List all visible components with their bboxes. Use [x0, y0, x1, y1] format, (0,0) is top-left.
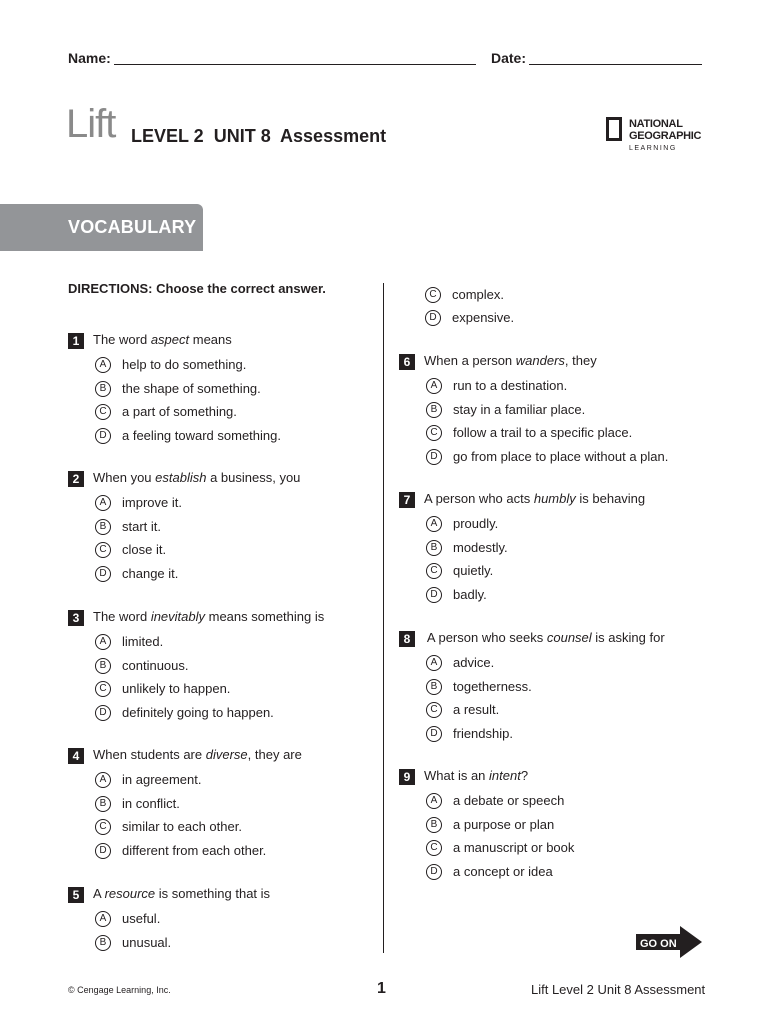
- question-number: 3: [68, 610, 84, 626]
- option-letter-bubble[interactable]: B: [95, 658, 111, 674]
- stem-keyword: intent: [489, 768, 521, 783]
- option-letter-bubble[interactable]: B: [95, 519, 111, 535]
- publisher-line-3: LEARNING: [629, 145, 677, 152]
- option-letter-bubble[interactable]: B: [95, 935, 111, 951]
- option-text: a debate or speech: [453, 793, 565, 808]
- option-text: change it.: [122, 566, 179, 581]
- option-text: friendship.: [453, 726, 513, 741]
- option-letter-bubble[interactable]: B: [426, 540, 442, 556]
- stem-text: A: [93, 886, 105, 901]
- option-letter-bubble[interactable]: A: [426, 793, 442, 809]
- date-field-line[interactable]: [529, 64, 702, 65]
- question-stem: [93, 470, 300, 485]
- option-text: definitely going to happen.: [122, 705, 274, 720]
- stem-keyword: establish: [155, 470, 207, 485]
- option-letter-bubble[interactable]: D: [95, 566, 111, 582]
- stem-text: When students are: [93, 747, 206, 762]
- option-text: complex.: [452, 287, 505, 302]
- date-label: Date:: [491, 50, 527, 66]
- question-number: 6: [399, 354, 415, 370]
- copyright: © Cengage Learning, Inc.: [68, 985, 171, 995]
- arrow-right-icon: [636, 926, 702, 958]
- option-letter-bubble[interactable]: D: [95, 428, 111, 444]
- option-text: a result.: [453, 702, 500, 717]
- option-letter-bubble[interactable]: A: [95, 495, 111, 511]
- option-letter-bubble[interactable]: C: [95, 819, 111, 835]
- publisher-line-1: NATIONAL: [629, 118, 683, 130]
- question-stem: [424, 491, 645, 506]
- name-field-line[interactable]: [114, 64, 476, 65]
- stem-keyword: resource: [104, 886, 156, 901]
- option-letter-bubble[interactable]: D: [95, 705, 111, 721]
- stem-keyword: aspect: [150, 332, 190, 347]
- option-text: unusual.: [122, 935, 172, 950]
- option-letter-bubble[interactable]: D: [426, 864, 442, 880]
- question-number: 4: [68, 748, 84, 764]
- stem-text: When a person: [424, 353, 516, 368]
- question-number: 1: [68, 333, 84, 349]
- stem-text: A person who acts: [424, 491, 534, 506]
- stem-text: The word: [93, 332, 151, 347]
- option-letter-bubble[interactable]: D: [426, 587, 442, 603]
- option-text: proudly.: [453, 516, 499, 531]
- option-letter-bubble[interactable]: D: [426, 449, 442, 465]
- option-text: a purpose or plan: [453, 817, 555, 832]
- option-letter-bubble[interactable]: A: [95, 772, 111, 788]
- option-text: the shape of something.: [122, 381, 261, 396]
- option-text: run to a destination.: [453, 378, 568, 393]
- option-letter-bubble[interactable]: C: [95, 681, 111, 697]
- option-letter-bubble[interactable]: A: [426, 378, 442, 394]
- question-stem: [93, 609, 324, 624]
- stem-text: When you: [93, 470, 156, 485]
- go-on-label: GO ON: [640, 938, 677, 950]
- option-letter-bubble[interactable]: C: [426, 425, 442, 441]
- option-text: a part of something.: [122, 404, 237, 419]
- stem-text: is asking for: [591, 630, 665, 645]
- option-text: close it.: [122, 542, 167, 557]
- question-number: 7: [399, 492, 415, 508]
- option-text: stay in a familiar place.: [453, 402, 586, 417]
- question-number: 5: [68, 887, 84, 903]
- go-on-arrow: [636, 926, 702, 958]
- stem-keyword: diverse: [205, 747, 248, 762]
- option-text: limited.: [122, 634, 164, 649]
- option-letter-bubble[interactable]: C: [95, 404, 111, 420]
- stem-text: A person who seeks: [424, 630, 547, 645]
- option-text: go from place to place without a plan.: [453, 449, 669, 464]
- stem-text: , they are: [247, 747, 302, 762]
- option-letter-bubble[interactable]: A: [426, 655, 442, 671]
- option-text: follow a trail to a specific place.: [453, 425, 633, 440]
- footer-title: Lift Level 2 Unit 8 Assessment: [531, 982, 706, 997]
- section-banner: [0, 204, 203, 251]
- question-stem: [424, 630, 665, 645]
- page-title: LEVEL 2 UNIT 8 Assessment: [131, 126, 387, 146]
- option-letter-bubble[interactable]: A: [95, 911, 111, 927]
- stem-keyword: humbly: [533, 491, 576, 506]
- stem-keyword: counsel: [546, 630, 592, 645]
- option-letter-bubble[interactable]: A: [95, 634, 111, 650]
- question-number: 8: [399, 631, 415, 647]
- stem-text: is something that is: [155, 886, 271, 901]
- option-text: in agreement.: [122, 772, 202, 787]
- option-letter-bubble[interactable]: B: [95, 796, 111, 812]
- option-letter-bubble[interactable]: C: [426, 702, 442, 718]
- question-stem: [93, 747, 302, 762]
- option-text: useful.: [122, 911, 161, 926]
- option-letter-bubble[interactable]: D: [95, 843, 111, 859]
- brand-logo: Lift: [66, 102, 116, 146]
- option-text: togetherness.: [453, 679, 532, 694]
- yellow-border-icon: [606, 117, 622, 141]
- page-number: 1: [377, 980, 386, 997]
- option-text: similar to each other.: [122, 819, 242, 834]
- option-text: modestly.: [453, 540, 508, 555]
- option-letter-bubble[interactable]: B: [426, 817, 442, 833]
- question-stem: [424, 353, 597, 368]
- column-divider: [383, 283, 384, 953]
- option-letter-bubble[interactable]: B: [426, 679, 442, 695]
- stem-text: ?: [520, 768, 529, 783]
- question-number: 2: [68, 471, 84, 487]
- question-number: 9: [399, 769, 415, 785]
- question-stem: [424, 768, 528, 783]
- option-letter-bubble[interactable]: B: [426, 402, 442, 418]
- option-text: a manuscript or book: [453, 840, 575, 855]
- stem-text: means: [189, 332, 232, 347]
- option-text: a concept or idea: [453, 864, 553, 879]
- option-letter-bubble[interactable]: D: [426, 726, 442, 742]
- option-letter-bubble[interactable]: B: [95, 381, 111, 397]
- option-text: a feeling toward something.: [122, 428, 281, 443]
- stem-text: means something is: [205, 609, 325, 624]
- option-letter-bubble[interactable]: D: [425, 310, 441, 326]
- stem-text: is behaving: [575, 491, 646, 506]
- option-text: quietly.: [453, 563, 494, 578]
- stem-text: What is an: [424, 768, 490, 783]
- option-letter-bubble[interactable]: A: [426, 516, 442, 532]
- option-letter-bubble[interactable]: C: [426, 563, 442, 579]
- directions: DIRECTIONS: Choose the correct answer.: [68, 281, 326, 296]
- option-text: unlikely to happen.: [122, 681, 231, 696]
- question-stem: [93, 332, 232, 347]
- option-text: expensive.: [452, 310, 515, 325]
- option-letter-bubble[interactable]: C: [426, 840, 442, 856]
- stem-text: , they: [564, 353, 597, 368]
- option-text: continuous.: [122, 658, 189, 673]
- stem-keyword: inevitably: [150, 609, 206, 624]
- option-letter-bubble[interactable]: C: [95, 542, 111, 558]
- option-text: in conflict.: [122, 796, 180, 811]
- option-text: improve it.: [122, 495, 182, 510]
- option-text: badly.: [453, 587, 487, 602]
- option-text: start it.: [122, 519, 162, 534]
- option-text: advice.: [453, 655, 495, 670]
- question-stem: [93, 886, 270, 901]
- name-label: Name:: [68, 50, 111, 66]
- section-title: VOCABULARY: [68, 217, 197, 237]
- stem-text: The word: [93, 609, 151, 624]
- stem-keyword: wanders: [515, 353, 565, 368]
- option-letter-bubble[interactable]: A: [95, 357, 111, 373]
- publisher-line-2: GEOGRAPHIC: [629, 130, 702, 142]
- option-text: different from each other.: [122, 843, 267, 858]
- option-letter-bubble[interactable]: C: [425, 287, 441, 303]
- option-text: help to do something.: [122, 357, 247, 372]
- stem-text: a business, you: [206, 470, 301, 485]
